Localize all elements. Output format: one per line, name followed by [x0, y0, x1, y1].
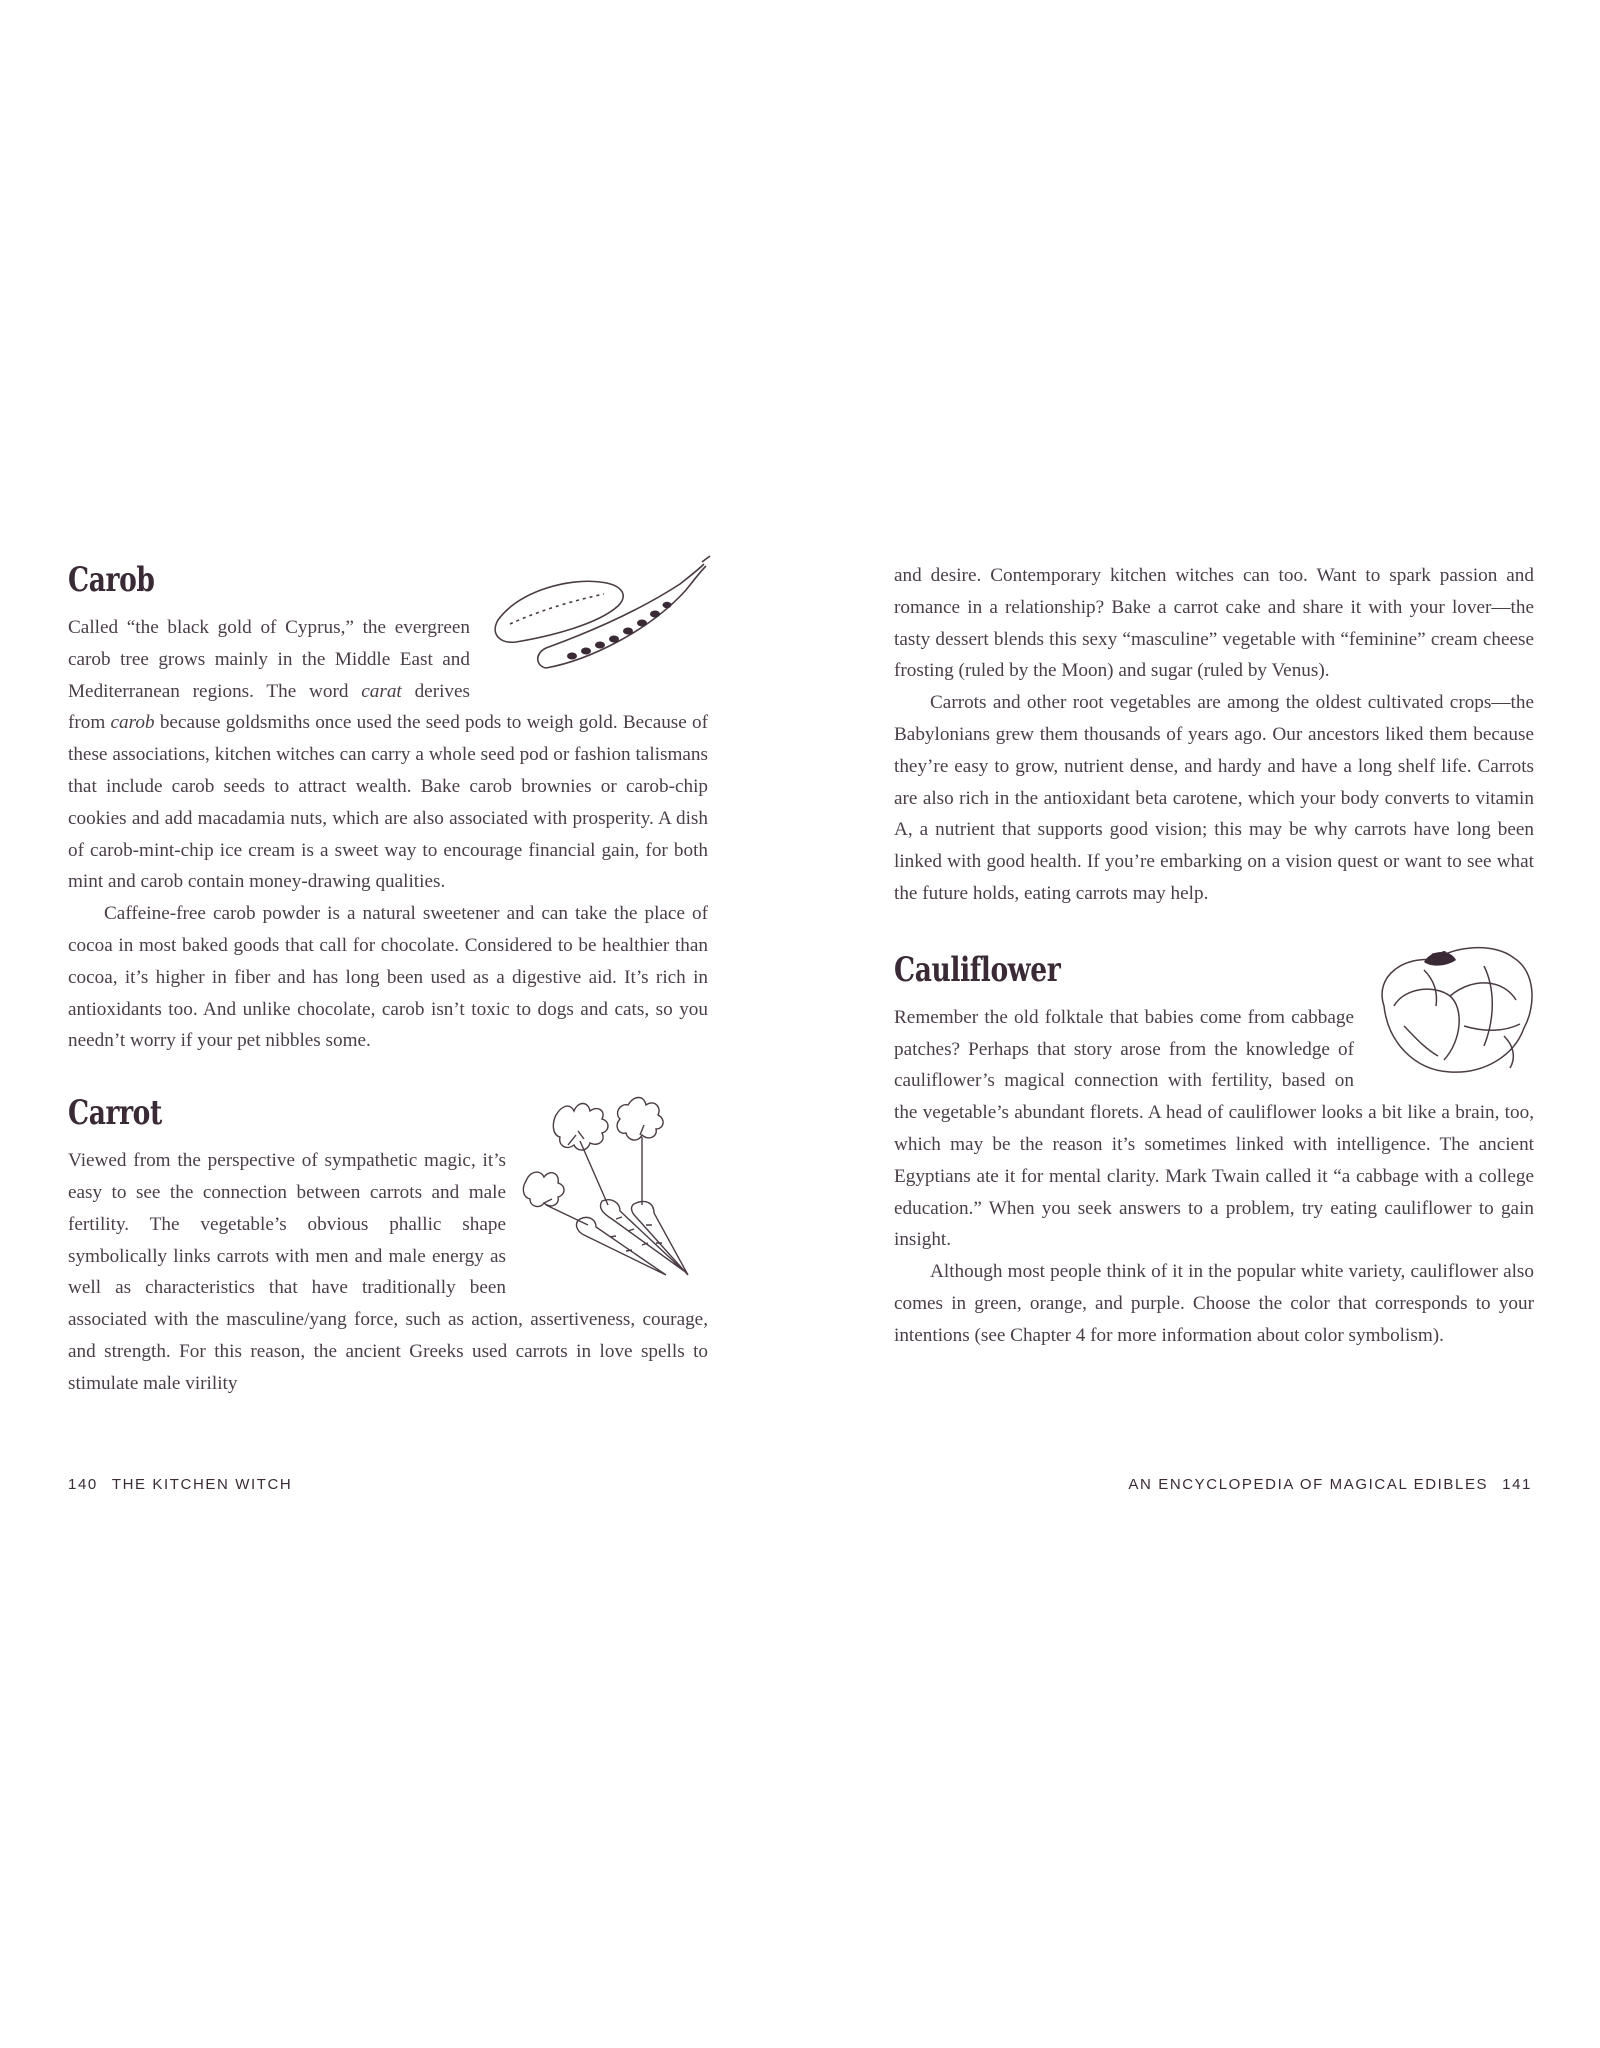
carob-paragraph-2: Caffeine-free carob powder is a natural sweetener and can take the place of cocoa in most baked goods that call for chocolate. Considered to be healthier than cocoa, it’s higher in fiber and has long been used as a digestive aid. It’s rich in antioxidants too. And unlike chocolate, carob isn’t toxic to dogs and cats, so you needn’t worry if your pet nibbles some. [68, 903, 708, 1052]
cauliflower-entry [894, 950, 1534, 1352]
cauliflower-paragraph-1: Remember the old folktale that babies come from cabbage patches? Perhaps that story arose from the knowledge of cauliflower’s magical connection with fertility, based on the vegetable’s abundant florets. A head of cauliflower looks a bit like a brain, too, which may be the reason it’s sometimes linked with intelligence. The ancient Egyptians ate it for mental clarity. Mark Twain called it “a cabbage with a college education.” When you seek answers to a problem, try eating cauliflower to gain insight. [894, 1006, 1534, 1251]
right-page [894, 560, 1534, 1500]
carob-paragraph-1: Called “the black gold of Cyprus,” the evergreen carob tree grows mainly in the Middle East and Mediterranean regions. The word carat derives from carob because goldsmiths once used the seed pods to weigh gold. Because of these associations, kitchen witches can carry a whole seed pod or fashion talismans that include carob seeds to attract wealth. Bake carob brownies or carob-chip cookies and add macadamia nuts, which are also associated with prosperity. A dish of carob-mint-chip ice cream is a sweet way to encourage financial gain, for both mint and carob contain money-drawing qualities. [68, 617, 708, 893]
carrot-continued-paragraph-2: Carrots and other root vegetables are among the oldest cultivated crops—the Babylonians grew them thousands of years ago. Our ancestors liked them because they’re easy to grow, nutrient dense, and hardy and have a long shelf life. Carrots are also rich in the antioxidant beta carotene, which your body converts to vitamin A, a nutrient that supports good vision; this may be why carrots have long been linked with good health. If you’re embarking on a vision quest or want to see what the future holds, eating carrots may help. [894, 692, 1534, 904]
right-folio [1128, 1476, 1532, 1493]
right-page-number: 141 [1502, 1476, 1532, 1493]
cauliflower-paragraph-2: Although most people think of it in the popular white variety, cauliflower also comes in green, orange, and purple. Choose the color that corresponds to your intentions (see Chapter 4 for more information about color symbolism). [894, 1261, 1534, 1346]
right-running-title: AN ENCYCLOPEDIA OF MAGICAL EDIBLES [1128, 1476, 1489, 1493]
left-page-number: 140 [68, 1476, 98, 1493]
carob-heading: Carob [68, 560, 155, 600]
carrot-continued-paragraph-1: and desire. Contemporary kitchen witches can too. Want to spark passion and romance in a relationship? Bake a carrot cake and share it with your lover—the tasty dessert blends this sexy “masculine” vegetable with “feminine” cream cheese frosting (ruled by the Moon) and sugar (ruled by Venus). [894, 565, 1534, 682]
left-page [68, 560, 708, 1500]
left-folio [68, 1476, 292, 1493]
carrot-heading: Carrot [68, 1093, 162, 1134]
carrot-entry [68, 1093, 708, 1399]
carob-entry [68, 560, 708, 1057]
carrot-continued [894, 560, 1534, 910]
left-running-title: THE KITCHEN WITCH [111, 1476, 293, 1493]
carrot-paragraph-1: Viewed from the perspective of sympathetic magic, it’s easy to see the connection between carrots and male fertility. The vegetable’s obvious phallic shape symbolically links carrots with men and male energy as well as characteristics that have traditionally been associated with the masculine/yang force, such as action, assertiveness, courage, and strength. For this reason, the ancient Greeks used carrots in love spells to stimulate male virility [68, 1150, 708, 1394]
cauliflower-heading: Cauliflower [894, 949, 1061, 990]
